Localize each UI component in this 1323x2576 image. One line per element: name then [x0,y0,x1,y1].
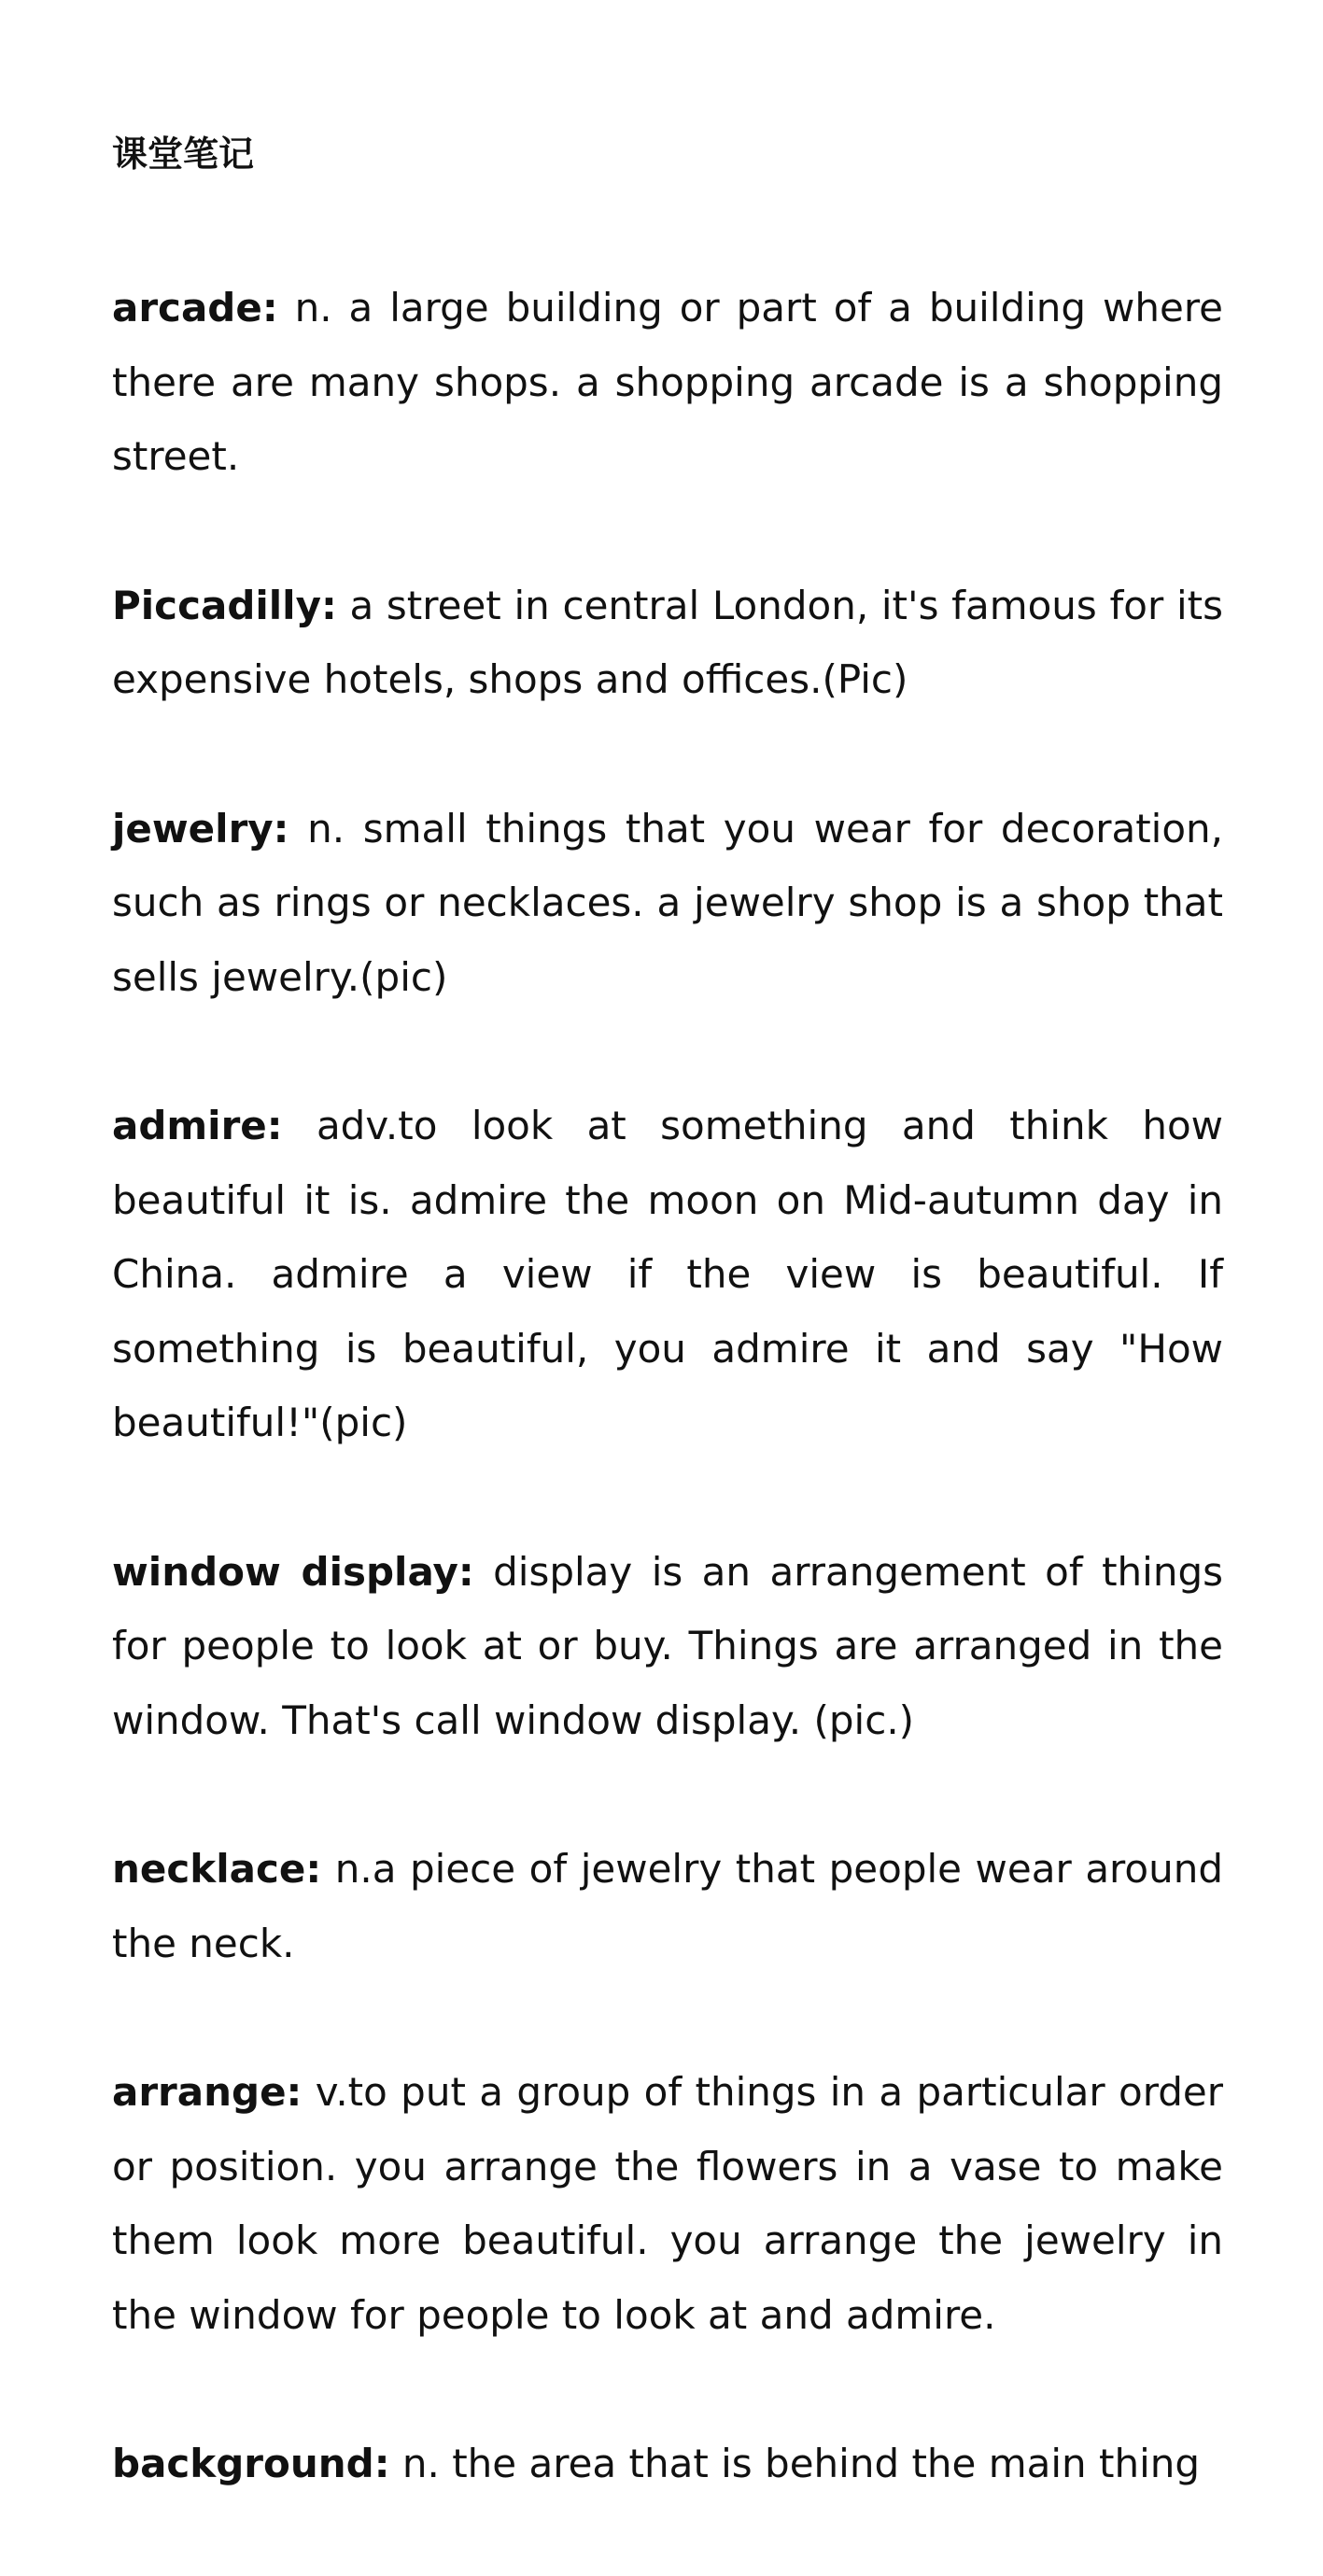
vocab-entry-arcade [112,271,1223,494]
vocab-term: background: [112,2441,390,2486]
vocab-entry-admire [112,1089,1223,1460]
vocab-definition: n.a piece of jewelry that people wear around the neck. [112,1846,1224,1966]
vocab-term: arrange: [112,2069,303,2115]
vocabulary-list [112,271,1223,2576]
vocab-entry-arrange [112,2055,1223,2352]
vocab-entry-window-display [112,1535,1223,1758]
vocab-entry-jewelry [112,792,1223,1015]
vocab-definition: v.to put a group of things in a particular order or position. you arrange the flowers in a vase to make them look more beautiful. you arrange the jewelry in the window for people to look at and admire. [112,2069,1223,2338]
vocab-term: window display: [112,1548,474,1595]
vocab-term: Piccadilly: [112,582,337,628]
vocab-term: jewelry: [112,805,289,852]
vocab-term: admire: [112,1103,283,1148]
vocab-definition: n. small things that you wear for decoration, such as rings or necklaces. a jewelry shop is a shop that sells jewelry.(pic) [112,805,1223,1000]
vocab-entry-background [112,2427,1223,2501]
vocab-definition: n. a large building or part of a building where there are many shops. a shopping arcade is a shopping street. [112,285,1223,479]
vocab-entry-piccadilly [112,569,1223,717]
vocab-term: necklace: [112,1846,322,1892]
vocab-definition: n. the area that is behind the main thing [401,2441,1201,2486]
vocab-definition: adv.to look at something and think how beautiful it is. admire the moon on Mid-autumn day in China. admire a view if the view is beautiful. If something is beautiful, you admire it and say "How beautiful!"(pic) [112,1103,1223,1445]
vocab-definition: display is an arrangement of things for people to look at or buy. Things are arranged in the window. That's call window display. (pic.) [112,1548,1223,1743]
page-title: 课堂笔记 [112,134,255,175]
vocab-entry-necklace [112,1832,1223,1980]
vocab-definition: a street in central London, it's famous for its expensive hotels, shops and offices.(Pic) [112,582,1223,702]
vocab-term: arcade: [112,285,278,331]
